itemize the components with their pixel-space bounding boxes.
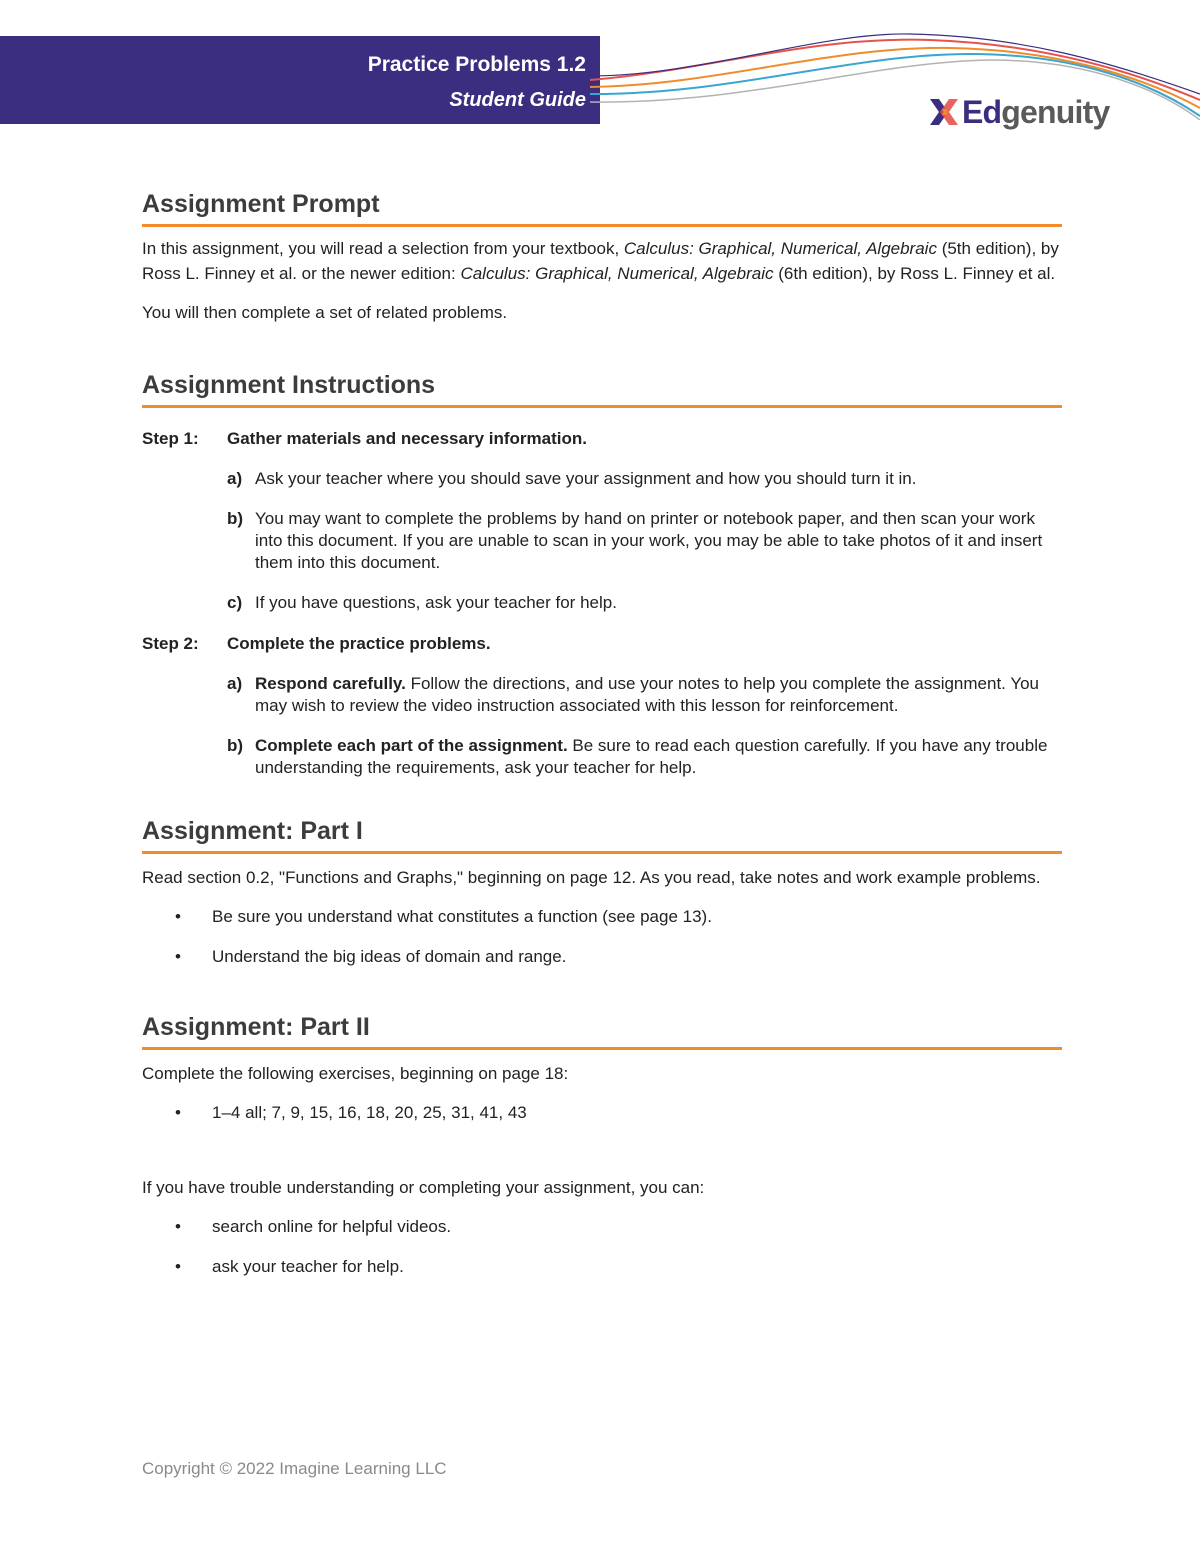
edgenuity-logo <box>927 92 1109 132</box>
list-item-text: 1–4 all; 7, 9, 15, 16, 18, 20, 25, 31, 41, 43 <box>212 1103 527 1122</box>
item-lead: Complete each part of the assignment. <box>255 736 568 755</box>
prompt-text-3: (6th edition), by Ross L. Finney et al. <box>773 264 1056 283</box>
list-item-text: ask your teacher for help. <box>212 1257 404 1276</box>
document-body <box>142 190 1062 1279</box>
bullet-icon: • <box>175 907 181 926</box>
item-letter: a) <box>227 674 243 693</box>
step-label: Step 1: <box>142 429 199 448</box>
document-title: Practice Problems 1.2 <box>367 53 586 76</box>
item-text <box>255 735 1062 779</box>
prompt-followup: You will then complete a set of related problems. <box>142 303 508 322</box>
list-item-text: Be sure you understand what constitutes a function (see page 13). <box>212 907 712 926</box>
step-item <box>227 673 1062 717</box>
help-intro: If you have trouble understanding or completing your assignment, you can: <box>142 1178 705 1197</box>
copyright-footer: Copyright © 2022 Imagine Learning LLC <box>142 1459 447 1478</box>
step-title: Gather materials and necessary information. <box>227 429 587 448</box>
part-2-intro: Complete the following exercises, beginning on page 18: <box>142 1064 569 1083</box>
step-item <box>227 735 1062 779</box>
list-item <box>142 904 1062 929</box>
part-1-intro: Read section 0.2, "Functions and Graphs," beginning on page 12. As you read, take notes and work example problems. <box>142 868 1041 887</box>
assignment-instructions-section <box>142 371 1062 779</box>
prompt-text-2: (5th edition), by Ross L. Finney et al. or the newer edition: <box>142 239 1059 283</box>
list-item <box>142 1100 1062 1125</box>
bullet-icon: • <box>175 1103 181 1122</box>
item-text: If you have questions, ask your teacher for help. <box>255 593 617 612</box>
step-item <box>227 592 1062 614</box>
edgenuity-x-icon <box>927 95 961 129</box>
assignment-prompt-heading: Assignment Prompt <box>142 190 1062 227</box>
step-2 <box>142 633 1062 655</box>
assignment-part-1-heading: Assignment: Part I <box>142 817 1062 854</box>
assignment-part-1-section <box>142 817 1062 969</box>
list-item-text: search online for helpful videos. <box>212 1217 452 1236</box>
step-item <box>227 508 1062 574</box>
list-item <box>142 1254 1062 1279</box>
document-subtitle: Student Guide <box>449 89 586 111</box>
item-letter: c) <box>227 593 243 612</box>
header-band <box>0 36 600 124</box>
bullet-icon: • <box>175 947 181 966</box>
step-title: Complete the practice problems. <box>227 634 491 653</box>
textbook-title-6th: Calculus: Graphical, Numerical, Algebraic <box>460 264 774 283</box>
assignment-part-2-heading: Assignment: Part II <box>142 1013 1062 1050</box>
list-item <box>142 1214 1062 1239</box>
part-1-bullet-list <box>142 904 1062 969</box>
logo-wordmark-ed: Ed <box>962 94 1002 130</box>
item-body: Be sure to read each question carefully. If you have any trouble understanding the requirements, ask your teacher for help. <box>255 736 1048 777</box>
step-label: Step 2: <box>142 634 199 653</box>
item-body: Follow the directions, and use your notes to help you complete the assignment. You may wish to review the video instruction associated with this lesson for reinforcement. <box>255 674 1040 715</box>
logo-wordmark-rest: genuity <box>1001 94 1110 130</box>
item-letter: b) <box>227 509 244 528</box>
step-1 <box>142 428 1062 450</box>
logo-wordmark <box>962 96 1109 128</box>
textbook-title-5th: Calculus: Graphical, Numerical, Algebraic <box>623 239 937 258</box>
item-letter: b) <box>227 736 244 755</box>
bullet-icon: • <box>175 1217 181 1236</box>
item-lead: Respond carefully. <box>255 674 406 693</box>
list-item-text: Understand the big ideas of domain and range. <box>212 947 567 966</box>
assignment-prompt-section <box>142 190 1062 325</box>
prompt-text-1: In this assignment, you will read a selection from your textbook, <box>142 239 624 258</box>
help-section <box>142 1175 1062 1279</box>
item-text <box>255 673 1062 717</box>
help-bullet-list <box>142 1214 1062 1279</box>
list-item <box>142 944 1062 969</box>
assignment-instructions-heading: Assignment Instructions <box>142 371 1062 408</box>
bullet-icon: • <box>175 1257 181 1276</box>
assignment-part-2-section <box>142 1013 1062 1125</box>
prompt-paragraph <box>142 236 1062 286</box>
part-2-bullet-list <box>142 1100 1062 1125</box>
item-text: Ask your teacher where you should save your assignment and how you should turn it in. <box>255 469 917 488</box>
step-item <box>227 468 1062 490</box>
item-letter: a) <box>227 469 243 488</box>
item-text: You may want to complete the problems by hand on printer or notebook paper, and then scan your work into this document. If you are unable to scan in your work, you may be able to take photos of it and insert them into this document. <box>255 509 1043 572</box>
